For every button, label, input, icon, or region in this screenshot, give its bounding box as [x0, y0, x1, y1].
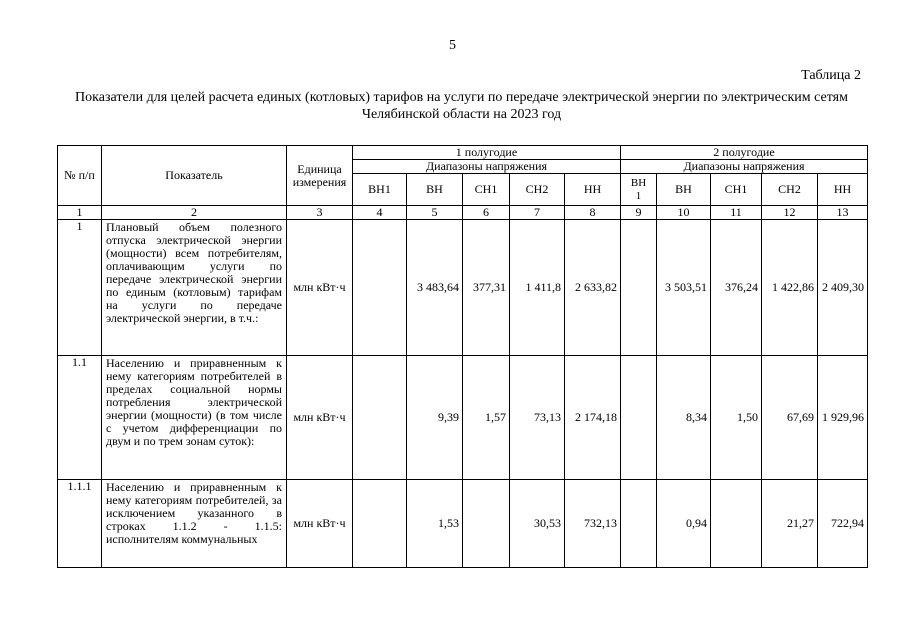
- col-index-3: 3: [287, 206, 353, 220]
- row-num: 1.1: [58, 356, 102, 480]
- cell-h2-vn: 8,34: [657, 356, 711, 480]
- col-index-10: 10: [657, 206, 711, 220]
- cell-h2-vn: 0,94: [657, 480, 711, 568]
- row-unit: млн кВт·ч: [287, 220, 353, 356]
- col-index-13: 13: [818, 206, 868, 220]
- header-indicator: Показатель: [102, 146, 287, 206]
- cell-h2-sn2: 1 422,86: [762, 220, 818, 356]
- header-vn-h2: ВН: [657, 174, 711, 206]
- cell-h1-sn1: 1,57: [463, 356, 510, 480]
- row-num: 1: [58, 220, 102, 356]
- cell-h1-sn2: 30,53: [510, 480, 565, 568]
- col-index-9: 9: [621, 206, 657, 220]
- cell-h2-vn1: [621, 356, 657, 480]
- table-row: [58, 220, 868, 356]
- cell-h2-nn: 722,94: [818, 480, 868, 568]
- page-number: 5: [449, 38, 456, 53]
- cell-h2-vn: 3 503,51: [657, 220, 711, 356]
- header-vn-h1: ВН: [407, 174, 463, 206]
- row-unit: млн кВт·ч: [287, 480, 353, 568]
- col-index-1: 1: [58, 206, 102, 220]
- header-sn2-h1: СН2: [510, 174, 565, 206]
- cell-h2-sn1: [711, 480, 762, 568]
- row-indicator: Населению и приравненным к нему категориям потребителей в пределах социальной нормы потребления электрической энергии (мощности) (в том числе с учетом дифференциации по двум и по трем зонам суток):: [102, 356, 287, 480]
- header-num: № п/п: [58, 146, 102, 206]
- cell-h1-sn2: 73,13: [510, 356, 565, 480]
- cell-h1-sn2: 1 411,8: [510, 220, 565, 356]
- header-sn2-h2: СН2: [762, 174, 818, 206]
- table-row: [58, 356, 868, 480]
- cell-h1-vn1: [353, 480, 407, 568]
- header-half2: 2 полугодие: [621, 146, 868, 160]
- row-indicator: Плановый объем полезного отпуска электрической энергии (мощности) всем потребителям, оплачивающим услуги по передаче электрической энергии по единым (котловым) тарифам на услуги по передаче электрической энергии, в т.ч.:: [102, 220, 287, 356]
- col-index-8: 8: [565, 206, 621, 220]
- cell-h1-vn: 9,39: [407, 356, 463, 480]
- cell-h2-sn2: 67,69: [762, 356, 818, 480]
- cell-h1-sn1: [463, 480, 510, 568]
- header-unit: Единица измерения: [287, 146, 353, 206]
- header-ranges-h2: Диапазоны напряжения: [621, 160, 868, 174]
- row-unit: млн кВт·ч: [287, 356, 353, 480]
- header-nn-h1: НН: [565, 174, 621, 206]
- table-label: Таблица 2: [801, 68, 861, 83]
- cell-h2-vn1: [621, 480, 657, 568]
- cell-h1-vn: 1,53: [407, 480, 463, 568]
- col-index-6: 6: [463, 206, 510, 220]
- cell-h1-sn1: 377,31: [463, 220, 510, 356]
- cell-h1-vn1: [353, 220, 407, 356]
- cell-h1-vn: 3 483,64: [407, 220, 463, 356]
- cell-h1-nn: 2 633,82: [565, 220, 621, 356]
- col-index-2: 2: [102, 206, 287, 220]
- row-indicator: Населению и приравненным к нему категориям потребителей, за исключением указанного в строках 1.1.2 - 1.1.5: исполнителям коммунальных: [102, 480, 287, 568]
- document-title: Показатели для целей расчета единых (котловых) тарифов на услуги по передаче электрической энергии по электрическим сетям Челябинской области на 2023 год: [75, 90, 848, 122]
- row-num: 1.1.1: [58, 480, 102, 568]
- col-index-11: 11: [711, 206, 762, 220]
- table-row: [58, 480, 868, 568]
- col-index-4: 4: [353, 206, 407, 220]
- header-half1: 1 полугодие: [353, 146, 621, 160]
- header-nn-h2: НН: [818, 174, 868, 206]
- cell-h2-sn1: 1,50: [711, 356, 762, 480]
- cell-h2-sn1: 376,24: [711, 220, 762, 356]
- cell-h2-nn: 2 409,30: [818, 220, 868, 356]
- col-index-7: 7: [510, 206, 565, 220]
- cell-h2-nn: 1 929,96: [818, 356, 868, 480]
- cell-h1-nn: 732,13: [565, 480, 621, 568]
- header-vn1-h2: ВН 1: [621, 174, 657, 206]
- tariff-indicators-table: [57, 145, 868, 568]
- cell-h2-vn1: [621, 220, 657, 356]
- col-index-12: 12: [762, 206, 818, 220]
- header-sn1-h2: СН1: [711, 174, 762, 206]
- cell-h1-vn1: [353, 356, 407, 480]
- col-index-5: 5: [407, 206, 463, 220]
- header-sn1-h1: СН1: [463, 174, 510, 206]
- cell-h1-nn: 2 174,18: [565, 356, 621, 480]
- header-vn1-h1: ВН1: [353, 174, 407, 206]
- header-ranges-h1: Диапазоны напряжения: [353, 160, 621, 174]
- cell-h2-sn2: 21,27: [762, 480, 818, 568]
